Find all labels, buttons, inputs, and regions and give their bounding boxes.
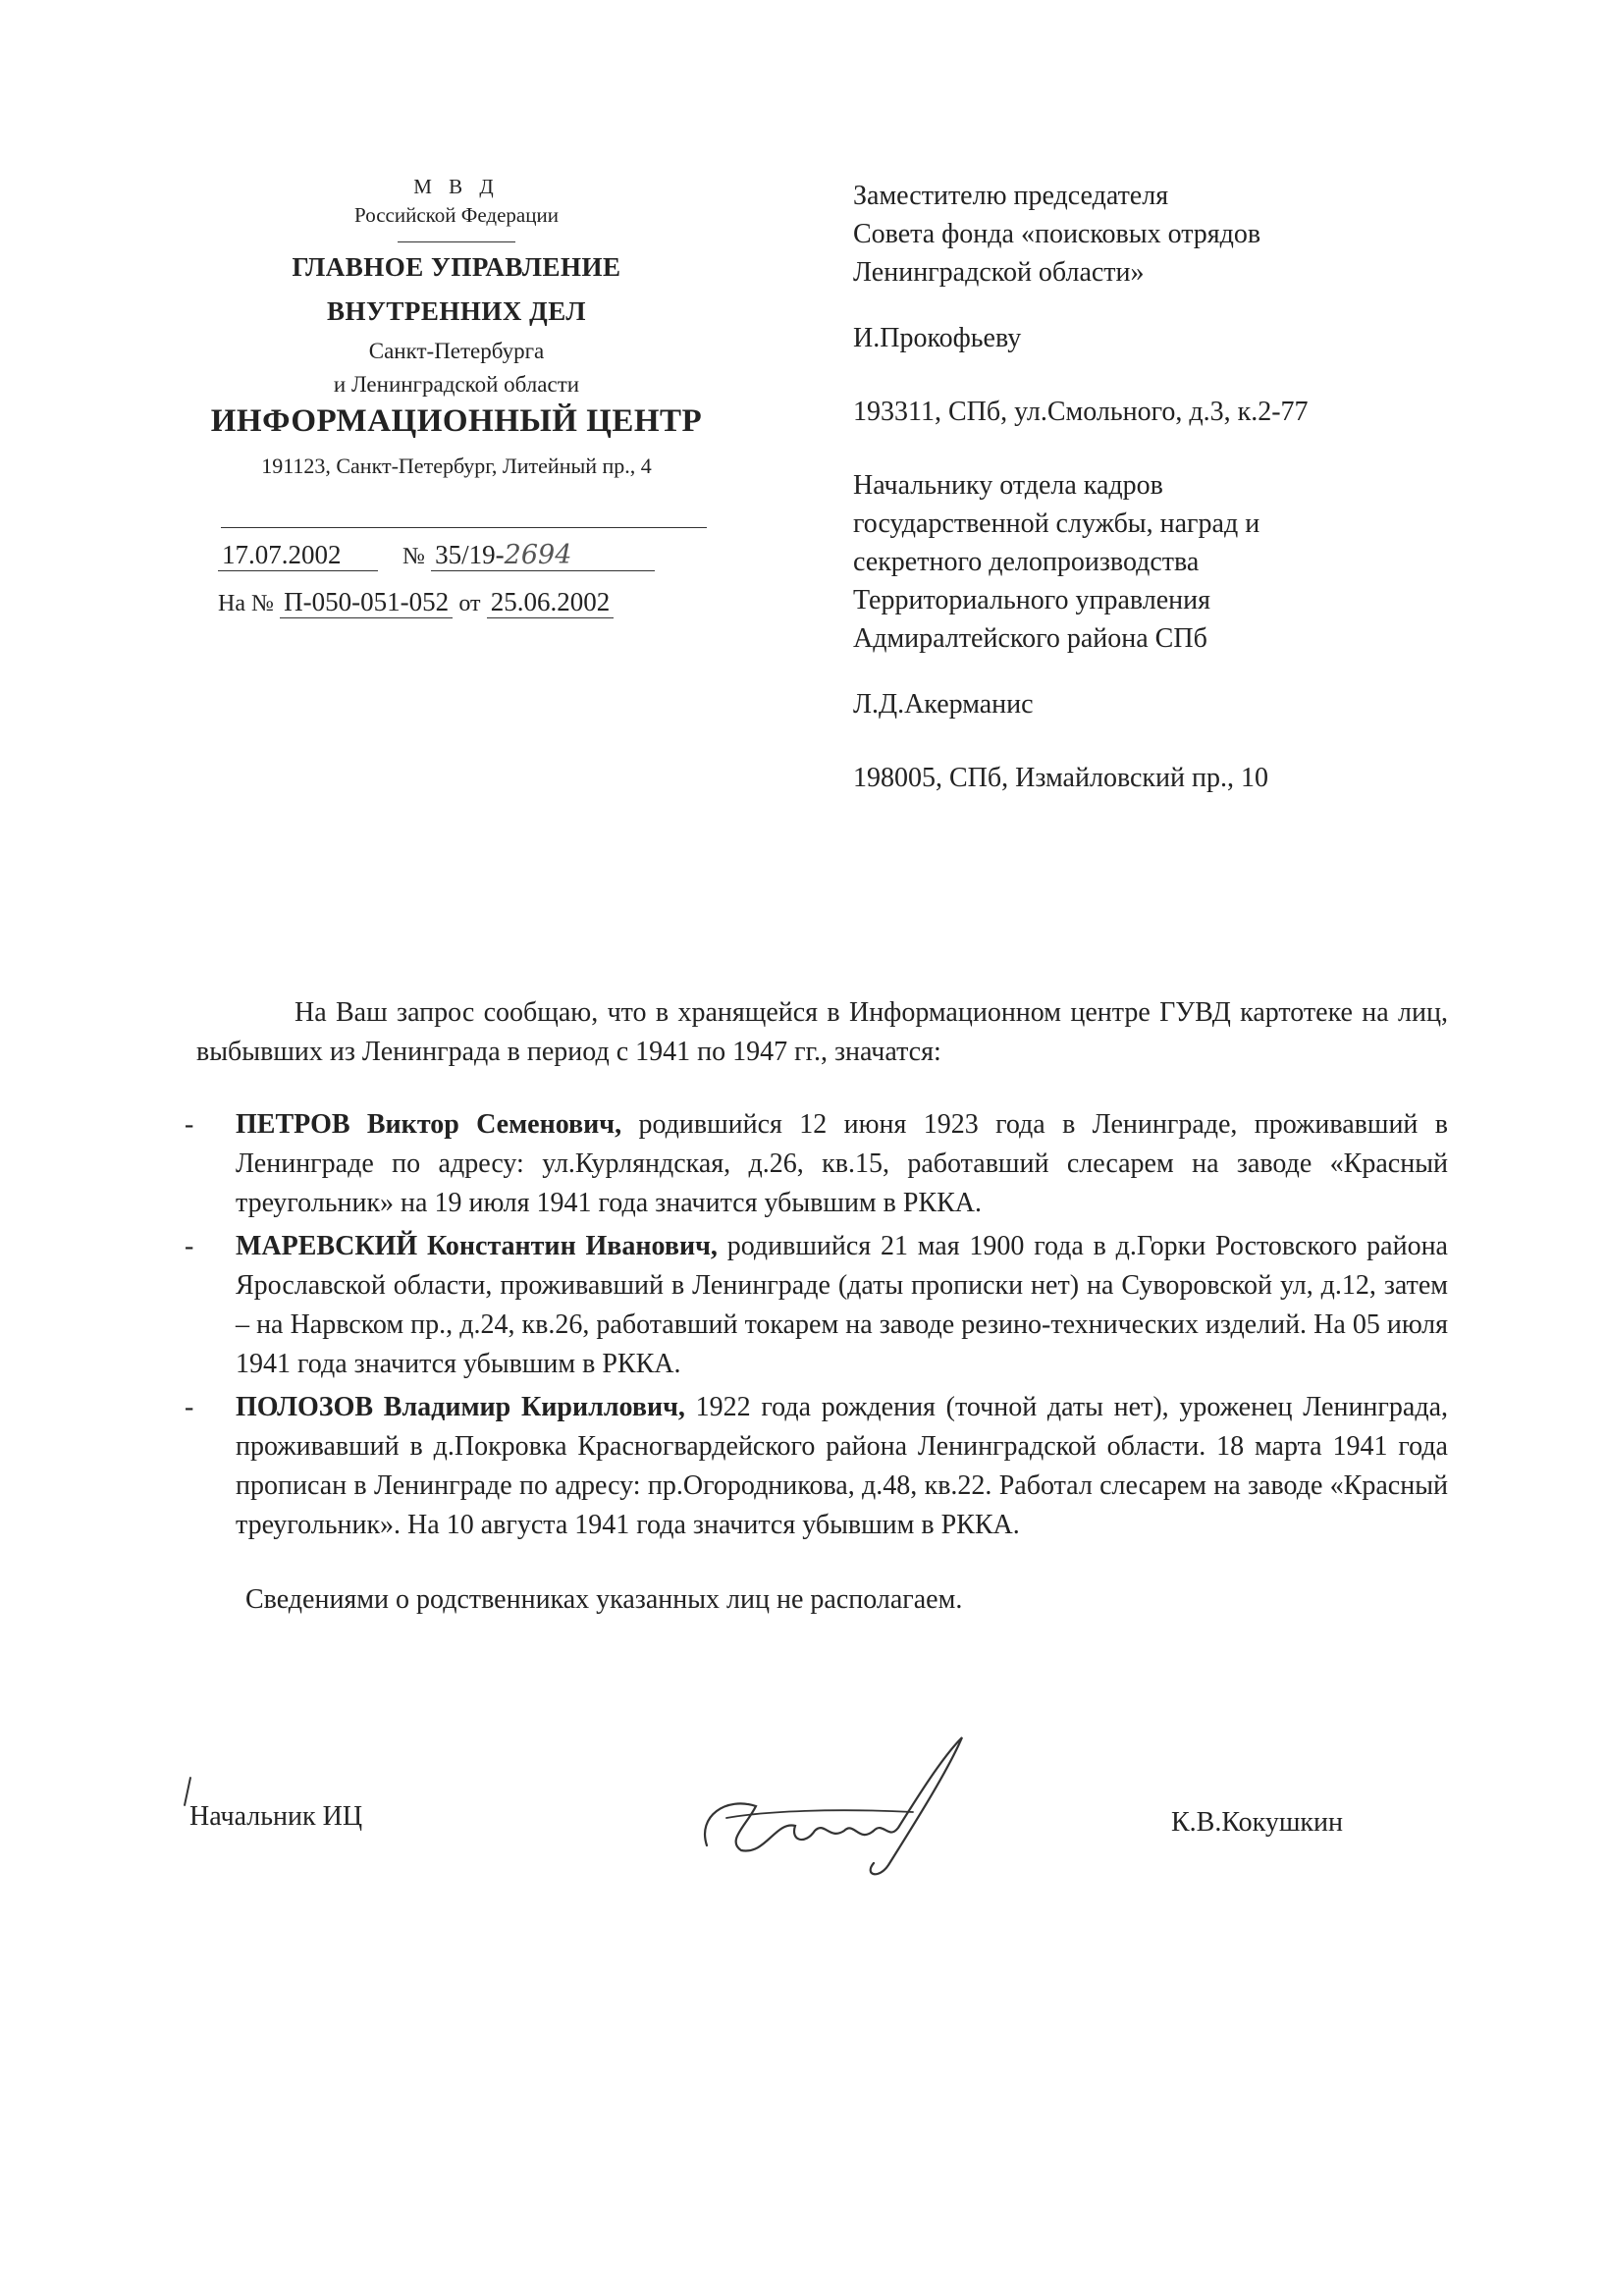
list-item (185, 1227, 1448, 1384)
registration-number (431, 540, 655, 571)
addressee1-position-line2: Совета фонда «поисковых отрядов (853, 219, 1261, 249)
addressee2-position-line1: Начальнику отдела кадров (853, 470, 1163, 501)
handwritten-signature (687, 1728, 982, 1885)
letterhead-divider (398, 241, 515, 242)
letterhead-city: Санкт-Петербурга (368, 339, 545, 363)
person-details: родившийся 21 мая 1900 года в д.Горки Ростовского района Ярославской области, проживавший в Ленинграде (даты прописки нет) на Суворовской ул, д.12, затем – на Нарвском пр., д.24, кв.26, работавший токарем на заводе резино-технических изделий. На 05 июля 1941 года значится убывшим в РККА. (236, 1231, 1448, 1379)
letterhead-center: ИНФОРМАЦИОННЫЙ ЦЕНТР (210, 403, 703, 439)
addressee-block (853, 177, 1540, 797)
letterhead-country: Российской Федерации (354, 203, 559, 227)
addressee2-address: 198005, СПб, Измайловский пр., 10 (853, 763, 1268, 793)
letterhead (201, 175, 712, 479)
addressee2-position-line5: Адмиралтейского района СПб (853, 623, 1207, 654)
addressee2-position-line2: государственной службы, наград и (853, 508, 1260, 539)
list-item (185, 1105, 1448, 1223)
addressee2-position-line4: Территориального управления (853, 585, 1210, 615)
person-name: ПЕТРОВ Виктор Семенович, (236, 1109, 622, 1140)
letter-body (185, 993, 1448, 1620)
person-name: ПОЛОЗОВ Владимир Кириллович, (236, 1392, 685, 1422)
person-name: МАРЕВСКИЙ Константин Иванович, (236, 1231, 718, 1261)
person-list (185, 1105, 1448, 1545)
registration-number-label: № (402, 544, 425, 569)
registration-date: 17.07.2002 (218, 540, 378, 571)
addressee1-address: 193311, СПб, ул.Смольного, д.3, к.2-77 (853, 397, 1309, 427)
signatory-name: К.В.Кокушкин (1171, 1807, 1343, 1838)
registration-number-handwritten: 2694 (504, 540, 572, 570)
addressee1-name: И.Прокофьеву (853, 323, 1022, 353)
closing-paragraph: Сведениями о родственниках указанных лиц не располагаем. (245, 1584, 963, 1615)
addressee2-position-line3: секретного делопроизводства (853, 547, 1200, 577)
person-details: 1922 года рождения (точной даты нет), уроженец Ленинграда, проживавший в д.Покровка Красногвардейского района Ленинградской области. 18 марта 1941 года прописан в Ленинграде по адресу: пр.Огородникова, д.48, кв.22. Работал слесарем на заводе «Красный треугольник». На 10 августа 1941 года значится убывшим в РККА. (236, 1392, 1448, 1540)
list-dash: - (185, 1109, 194, 1140)
letterhead-bottom-rule (221, 527, 707, 528)
intro-paragraph: На Ваш запрос сообщаю, что в хранящейся в Информационном центре ГУВД картотеке на лиц, выбывших из Ленинграда в период с 1941 по 1947 гг., значатся: (196, 997, 1448, 1067)
list-dash: - (185, 1231, 194, 1261)
letterhead-mvd: М В Д (413, 175, 500, 198)
person-details: родившийся 12 июня 1923 года в Ленинграде, проживавший в Ленинграде по адресу: ул.Курляндская, д.26, кв.15, работавший слесарем на заводе «Красный треугольник» на 19 июля 1941 года значится убывшим в РККА. (236, 1109, 1448, 1218)
letterhead-department-line2: ВНУТРЕННИХ ДЕЛ (327, 296, 586, 326)
reply-label: На № (218, 591, 274, 616)
addressee2-name: Л.Д.Акерманис (853, 689, 1034, 720)
reply-number: П-050-051-052 (280, 587, 453, 618)
reply-line (218, 587, 614, 618)
letterhead-region: и Ленинградской области (333, 372, 580, 397)
reply-from-label: от (458, 591, 481, 616)
reply-date: 25.06.2002 (487, 587, 615, 618)
addressee1-position-line3: Ленинградской области» (853, 257, 1145, 288)
list-dash: - (185, 1392, 194, 1422)
letterhead-address: 191123, Санкт-Петербург, Литейный пр., 4 (261, 454, 652, 478)
signatory-title: Начальник ИЦ (189, 1801, 363, 1832)
registration-number-printed: 35/19- (435, 540, 505, 569)
letterhead-department-line1: ГЛАВНОЕ УПРАВЛЕНИЕ (292, 252, 621, 282)
registration-line (218, 540, 655, 571)
addressee1-position-line1: Заместителю председателя (853, 181, 1169, 211)
list-item (185, 1388, 1448, 1545)
